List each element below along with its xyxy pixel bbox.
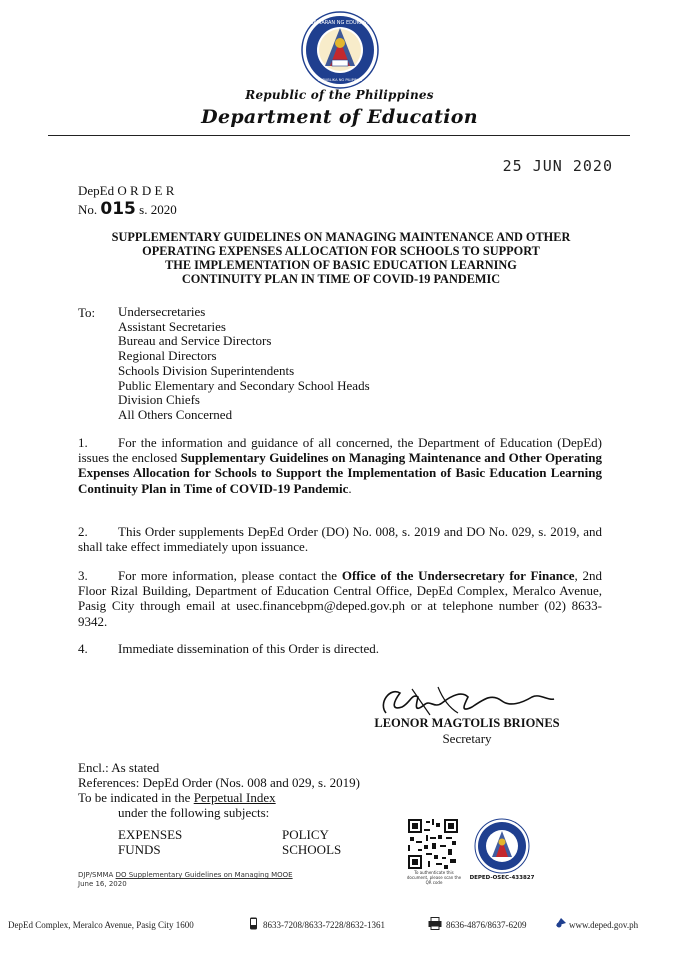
order-no-prefix: No. — [78, 202, 98, 217]
paragraph-2 — [78, 524, 602, 554]
to-label: To: — [78, 305, 96, 320]
signatory-title: Secretary — [442, 731, 492, 746]
deped-seal-logo — [294, 10, 386, 90]
file-initials: DJP/SMMA — [78, 871, 116, 879]
perpetual-index-link: Perpetual Index — [193, 790, 276, 805]
paragraph-3-tail: , 2nd Floor Rizal Building, Department of Education Central Office, DepEd Complex, Meralco Avenue, Pasig City through email at usec.financebpm@deped.gov.ph or at telephone number (02) 8633-9342. — [78, 568, 603, 629]
subjects-column-1 — [118, 827, 182, 857]
file-reference-link: DO Supplementary Guidelines on Managing MOOE — [115, 871, 293, 879]
footer-phones: 8633-7208/8633-7228/8632-1361 — [263, 920, 385, 930]
order-series: s. 2020 — [139, 202, 177, 217]
index-prefix: To be indicated in the — [78, 790, 194, 805]
paragraph-1-tail: . — [348, 480, 352, 496]
osec-tracking-code: DEPED-OSEC-433827 — [469, 875, 535, 881]
subject-item: SCHOOLS — [282, 842, 342, 857]
title-line: SUPPLEMENTARY GUIDELINES ON MANAGING MAINTENANCE AND OTHER — [111, 230, 571, 244]
department-heading: Department of Education — [201, 106, 478, 128]
paragraph-1 — [78, 435, 602, 496]
order-label: DepEd O R D E R — [78, 183, 175, 198]
title-line: CONTINUITY PLAN IN TIME OF COVID-19 PANDEMIC — [181, 272, 501, 286]
enclosure-line: Encl.: As stated — [78, 760, 160, 775]
footer-fax: 8636-4876/8637-6209 — [446, 920, 527, 930]
recipient-item: Public Elementary and Secondary School Heads — [118, 377, 370, 393]
subjects-intro: under the following subjects: — [118, 805, 270, 820]
recipient-item: All Others Concerned — [118, 406, 233, 422]
file-date: June 16, 2020 — [78, 880, 127, 888]
paragraph-number: 3. — [78, 568, 88, 583]
enclosure-block — [78, 760, 360, 820]
recipient-item: Division Chiefs — [118, 392, 200, 408]
recipient-list — [118, 305, 370, 423]
issue-date-stamp: 25 JUN 2020 — [502, 157, 613, 175]
recipient-item: Schools Division Superintendents — [118, 362, 295, 378]
header-rule — [48, 135, 630, 136]
footer-website: www.deped.gov.ph — [569, 920, 639, 930]
subjects-column-2 — [282, 827, 341, 857]
paragraph-3-bold: Office of the Undersecretary for Finance — [341, 568, 575, 583]
republic-heading: Republic of the Philippines — [245, 88, 434, 102]
title-line: OPERATING EXPENSES ALLOCATION FOR SCHOOLS TO SUPPORT — [142, 244, 540, 258]
subject-item: FUNDS — [118, 842, 161, 857]
order-title — [78, 230, 604, 286]
subject-item: POLICY — [282, 827, 329, 842]
paragraph-1-lead: For the information and guidance of all concerned, the Department of Education (DepEd) issues the enclosed — [78, 435, 602, 466]
order-number: 015 — [100, 199, 136, 219]
footer-address: DepEd Complex, Meralco Avenue, Pasig City 1600 — [8, 920, 194, 930]
globe-icon — [555, 917, 567, 929]
paragraph-4 — [78, 641, 602, 656]
signatory-name: LEONOR MAGTOLIS BRIONES — [374, 716, 560, 730]
paragraph-1-bold: Supplementary Guidelines on Managing Maintenance and Other Operating Expenses Allocation for Schools to Support the Implementation of Basic Education Learning Continuity Plan in Time of COVID-19 Pandemic — [78, 450, 602, 496]
qr-code — [408, 819, 458, 869]
paragraph-3 — [78, 568, 602, 629]
recipient-item: Undersecretaries — [118, 304, 206, 319]
file-reference — [78, 871, 293, 889]
order-number-line — [78, 199, 177, 219]
recipient-item: Assistant Secretaries — [118, 318, 226, 334]
phone-icon — [248, 917, 259, 930]
seal-bottom-text: REPUBLIKA NG PILIPINAS — [317, 78, 363, 82]
references-line: References: DepEd Order (Nos. 008 and 029, s. 2019) — [78, 775, 360, 790]
seal-top-text: KAGAWARAN NG EDUKASYON — [303, 20, 377, 26]
recipient-item: Bureau and Service Directors — [118, 333, 272, 349]
paragraph-4-text: Immediate dissemination of this Order is directed. — [118, 641, 380, 656]
paragraph-number: 4. — [78, 641, 88, 656]
perpetual-index-line — [78, 790, 360, 805]
subject-item: EXPENSES — [118, 827, 183, 842]
paragraph-3-lead: For more information, please contact the — [118, 568, 342, 583]
fax-icon — [428, 917, 442, 930]
recipient-item: Regional Directors — [118, 348, 217, 364]
title-line: THE IMPLEMENTATION OF BASIC EDUCATION LEARNING — [165, 258, 517, 272]
paragraph-number: 2. — [78, 524, 88, 539]
deped-seal-logo-small — [474, 818, 530, 874]
paragraph-2-text: This Order supplements DepEd Order (DO) No. 008, s. 2019 and DO No. 029, s. 2019, and shall take effect immediately upon issuance. — [78, 524, 602, 555]
paragraph-number: 1. — [78, 435, 88, 450]
qr-caption: To authenticate this document, please scan the QR code — [406, 870, 462, 885]
